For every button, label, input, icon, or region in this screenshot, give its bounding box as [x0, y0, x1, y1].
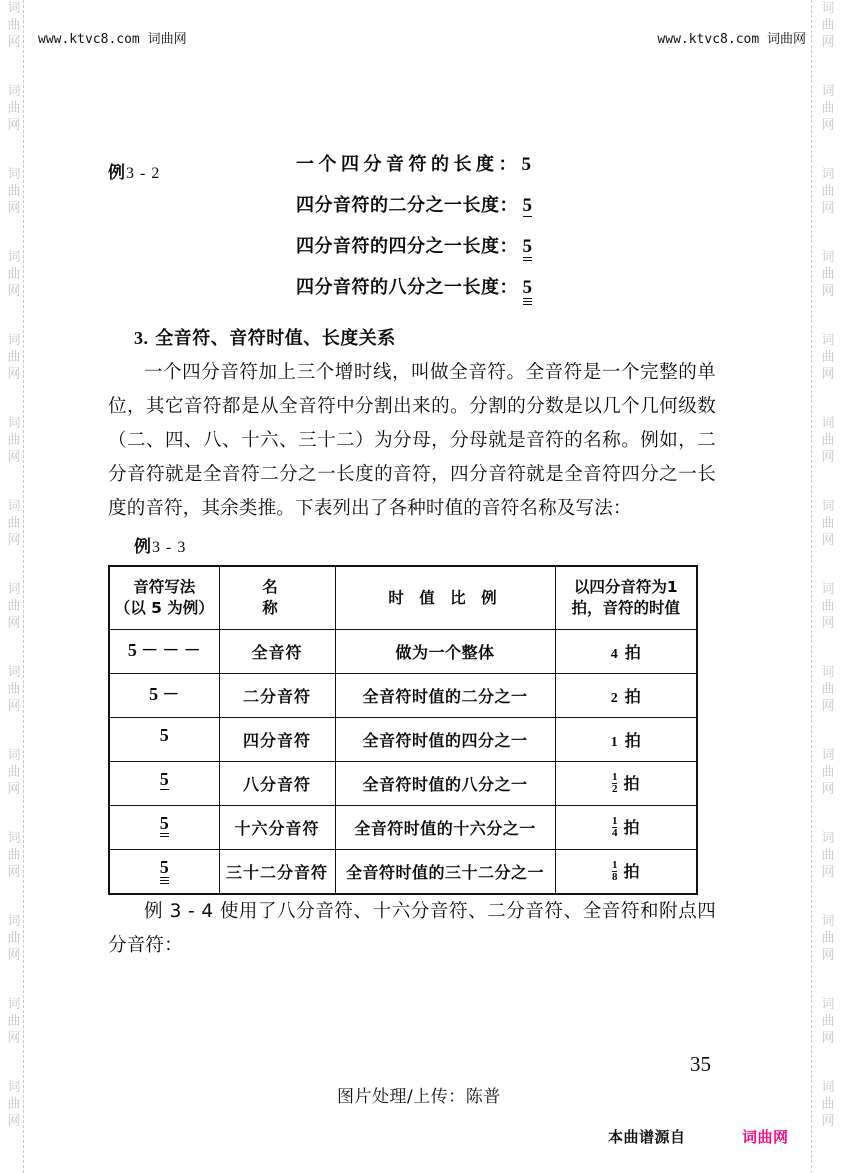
- watermark-group: [817, 996, 839, 1047]
- beat-fraction-numerator: 1: [611, 771, 618, 783]
- jianpu-note-2-beams: [160, 814, 169, 841]
- beat-unit: 拍: [623, 774, 640, 793]
- table-header-note-writing-line2: （以 5 为例）: [114, 599, 214, 617]
- watermark-group: [3, 166, 25, 217]
- jianpu-note-digit: 5: [522, 195, 532, 216]
- example-3-2-block: [108, 150, 716, 320]
- watermark-group: [3, 249, 25, 300]
- table-cell-duration-ratio: 全音符时值的三十二分之一: [335, 850, 555, 895]
- watermark-group: [817, 747, 839, 798]
- watermark-char: 词: [7, 84, 21, 99]
- table-row: [109, 674, 697, 718]
- watermark-char: 网: [7, 1114, 21, 1129]
- watermark-char: 曲: [821, 184, 835, 199]
- watermark-char: 词: [7, 250, 21, 265]
- table-header-note-writing-line1: 音符写法: [133, 578, 196, 596]
- watermark-char: 词: [7, 914, 21, 929]
- watermark-char: 词: [821, 665, 835, 680]
- example-3-3-label-prefix: 例: [134, 537, 152, 557]
- jianpu-note-digit: 5: [159, 769, 169, 789]
- beat-integer: 1: [610, 735, 618, 750]
- watermark-group: [817, 913, 839, 964]
- jianpu-note-3-beams: [160, 858, 169, 885]
- jianpu-duration-dashes: －: [158, 684, 180, 704]
- watermark-char: 曲: [7, 267, 21, 282]
- watermark-char: 网: [7, 367, 21, 382]
- jianpu-beam-3: [160, 883, 169, 884]
- watermark-char: 词: [821, 1, 835, 16]
- example-line-colon: ：: [499, 277, 518, 298]
- watermark-char: 网: [821, 450, 835, 465]
- table-header-duration-ratio: [335, 566, 555, 630]
- example-3-2-line: [296, 232, 532, 273]
- watermark-char: 词: [7, 997, 21, 1012]
- table-row: [109, 806, 697, 850]
- section-paragraph: 一个四分音符加上三个增时线，叫做全音符。全音符是一个完整的单位，其它音符都是从全音符中分割出来的。分割的分数是以几个几何级数（二、四、八、十六、三十二）为分母，分母就是音符的名称。例如，二分音符就是全音符二分之一长度的音符，四分音符就是全音符四分之一长度的音符，其余类推。下表列出了各种时值的音符名称及写法：: [108, 362, 716, 519]
- page-number: 35: [690, 1052, 711, 1076]
- left-margin-watermark: [3, 0, 25, 1173]
- watermark-group: [817, 332, 839, 383]
- watermark-char: 曲: [821, 101, 835, 116]
- watermark-char: 曲: [821, 1014, 835, 1029]
- table-cell-note-name: 三十二分音符: [219, 850, 335, 895]
- table-row: [109, 850, 697, 895]
- watermark-char: 词: [7, 582, 21, 597]
- table-row: [109, 718, 697, 762]
- table-cell-note-writing: [109, 762, 219, 806]
- watermark-char: 词: [7, 167, 21, 182]
- jianpu-beam-2: [160, 880, 169, 881]
- watermark-group: [3, 332, 25, 383]
- jianpu-beam-2: [523, 301, 533, 302]
- watermark-char: 词: [7, 831, 21, 846]
- table-cell-note-name: 十六分音符: [219, 806, 335, 850]
- example-3-2-line: [296, 273, 532, 314]
- watermark-char: 词: [7, 333, 21, 348]
- table-header-beat-value: [555, 566, 697, 630]
- jianpu-beam-3: [523, 304, 533, 305]
- example-3-2-label-prefix: 例: [108, 163, 126, 183]
- watermark-char: 词: [821, 416, 835, 431]
- closing-paragraph: 例 3 - 4 使用了八分音符、十六分音符、二分音符、全音符和附点四分音符：: [108, 901, 716, 956]
- watermark-char: 网: [821, 948, 835, 963]
- watermark-char: 曲: [821, 433, 835, 448]
- beat-fraction: [612, 772, 618, 795]
- example-line-colon: ：: [499, 195, 518, 216]
- jianpu-note-2-beams: [523, 237, 533, 265]
- jianpu-beam-1: [523, 216, 533, 217]
- example-3-2-lines: [296, 150, 532, 314]
- watermark-char: 曲: [821, 682, 835, 697]
- watermark-char: 网: [7, 1031, 21, 1046]
- example-3-2-label: [108, 158, 160, 183]
- watermark-group: [817, 249, 839, 300]
- beat-unit: 拍: [624, 731, 641, 750]
- table-cell-duration-ratio: 全音符时值的二分之一: [335, 674, 555, 718]
- watermark-char: 曲: [7, 1097, 21, 1112]
- watermark-char: 网: [7, 533, 21, 548]
- example-3-2-label-number: 3 - 2: [126, 165, 161, 182]
- watermark-char: 曲: [821, 931, 835, 946]
- watermark-char: 词: [821, 333, 835, 348]
- table-cell-beat-value: [555, 762, 697, 806]
- example-line-text: 四分音符的八分之一长度: [296, 277, 500, 298]
- watermark-char: 网: [7, 450, 21, 465]
- watermark-char: 词: [821, 914, 835, 929]
- jianpu-note-digit: 5: [159, 813, 169, 833]
- watermark-group: [817, 0, 839, 51]
- watermark-group: [3, 0, 25, 51]
- beat-integer: 4: [610, 647, 618, 662]
- watermark-char: 词: [7, 499, 21, 514]
- watermark-group: [3, 581, 25, 632]
- watermark-char: 曲: [7, 1014, 21, 1029]
- table-header-note-writing: [109, 566, 219, 630]
- watermark-char: 网: [7, 616, 21, 631]
- watermark-char: 曲: [7, 848, 21, 863]
- footer-brand-link[interactable]: 词曲网: [742, 1128, 789, 1146]
- watermark-char: 曲: [821, 765, 835, 780]
- watermark-char: 词: [7, 1, 21, 16]
- jianpu-note-0-beams: [160, 726, 169, 753]
- watermark-char: 曲: [7, 433, 21, 448]
- watermark-char: 词: [7, 748, 21, 763]
- watermark-char: 词: [7, 416, 21, 431]
- watermark-char: 曲: [821, 516, 835, 531]
- table-cell-beat-value: [555, 630, 697, 674]
- section-heading: [134, 324, 716, 350]
- watermark-group: [3, 747, 25, 798]
- beat-fraction: [612, 816, 618, 839]
- beat-fraction-numerator: 1: [611, 815, 618, 827]
- beat-unit: 拍: [623, 818, 640, 837]
- example-3-2-line: [296, 150, 532, 191]
- watermark-char: 词: [821, 167, 835, 182]
- watermark-char: 曲: [821, 350, 835, 365]
- watermark-char: 词: [821, 250, 835, 265]
- watermark-char: 词: [821, 997, 835, 1012]
- table-header-duration-ratio-text: 时 值 比 例: [388, 588, 502, 607]
- jianpu-note-digit: 5: [149, 683, 159, 704]
- table-cell-note-writing: [109, 630, 219, 674]
- watermark-char: 网: [821, 1114, 835, 1129]
- watermark-char: 网: [821, 201, 835, 216]
- table-header-beat-value-line2: 拍，音符的时值: [571, 599, 680, 617]
- jianpu-note-digit: 5: [522, 236, 532, 257]
- table-row: [109, 762, 697, 806]
- watermark-group: [817, 498, 839, 549]
- watermark-char: 曲: [7, 101, 21, 116]
- watermark-group: [3, 1079, 25, 1130]
- table-cell-beat-value: [555, 674, 697, 718]
- example-3-3-label-number: 3 - 3: [152, 539, 187, 556]
- watermark-char: 曲: [821, 848, 835, 863]
- watermark-char: 网: [821, 865, 835, 880]
- beat-unit: 拍: [623, 862, 640, 881]
- example-3-2-line: [296, 191, 532, 232]
- watermark-char: 曲: [821, 1097, 835, 1112]
- watermark-char: 词: [821, 831, 835, 846]
- right-margin-dashed-rule: [811, 0, 812, 1173]
- watermark-char: 网: [7, 782, 21, 797]
- example-line-text: 一个四分音符的长度: [296, 154, 499, 175]
- example-line-text: 四分音符的四分之一长度: [296, 236, 500, 257]
- watermark-char: 网: [7, 201, 21, 216]
- watermark-char: 曲: [821, 267, 835, 282]
- table-cell-note-writing: [109, 674, 219, 718]
- table-cell-duration-ratio: 全音符时值的八分之一: [335, 762, 555, 806]
- watermark-char: 曲: [7, 765, 21, 780]
- jianpu-beam-2: [523, 260, 533, 261]
- watermark-char: 曲: [7, 599, 21, 614]
- example-line-colon: ：: [499, 236, 518, 257]
- watermark-char: 网: [7, 699, 21, 714]
- watermark-char: 网: [7, 865, 21, 880]
- table-cell-beat-value: [555, 850, 697, 895]
- footer-credit: 图片处理/上传：陈普: [337, 1087, 501, 1107]
- watermark-char: 曲: [7, 931, 21, 946]
- watermark-char: 词: [821, 748, 835, 763]
- watermark-char: 曲: [7, 516, 21, 531]
- example-line-text: 四分音符的二分之一长度: [296, 195, 500, 216]
- beat-fraction-denominator: 2: [611, 783, 618, 795]
- table-cell-note-name: 四分音符: [219, 718, 335, 762]
- jianpu-beam-1: [160, 877, 169, 878]
- watermark-group: [3, 996, 25, 1047]
- watermark-char: 网: [821, 284, 835, 299]
- watermark-char: 词: [7, 665, 21, 680]
- jianpu-beam-1: [160, 789, 169, 790]
- beat-fraction-numerator: 1: [611, 859, 618, 871]
- jianpu-beam-1: [523, 298, 533, 299]
- example-line-colon: ：: [498, 154, 517, 175]
- jianpu-beam-1: [160, 833, 169, 834]
- watermark-char: 词: [821, 84, 835, 99]
- watermark-char: 网: [7, 284, 21, 299]
- watermark-char: 曲: [7, 350, 21, 365]
- watermark-char: 词: [7, 1080, 21, 1095]
- table-cell-note-writing: [109, 718, 219, 762]
- watermark-group: [3, 664, 25, 715]
- jianpu-beam-2: [160, 836, 169, 837]
- note-value-table: [108, 565, 698, 895]
- beat-unit: 拍: [624, 687, 641, 706]
- content-column: [108, 150, 716, 963]
- beat-fraction: [612, 860, 618, 883]
- jianpu-note-digit: 5: [159, 725, 169, 745]
- footer-source-label: 本曲谱源自: [608, 1128, 686, 1146]
- watermark-char: 词: [821, 499, 835, 514]
- table-cell-note-name: 二分音符: [219, 674, 335, 718]
- watermark-char: 词: [821, 1080, 835, 1095]
- table-cell-beat-value: [555, 718, 697, 762]
- jianpu-note-digit: 5: [127, 639, 137, 660]
- watermark-char: 网: [7, 35, 21, 50]
- table-cell-duration-ratio: 全音符时值的十六分之一: [335, 806, 555, 850]
- watermark-char: 曲: [821, 599, 835, 614]
- watermark-group: [817, 415, 839, 466]
- table-header-name-text: 名 称: [262, 578, 351, 617]
- watermark-group: [3, 415, 25, 466]
- table-cell-duration-ratio: 全音符时值的四分之一: [335, 718, 555, 762]
- jianpu-note-digit: 5: [522, 277, 532, 298]
- header-watermark-left: www.ktvc8.com 词曲网: [38, 32, 187, 47]
- watermark-group: [3, 913, 25, 964]
- watermark-group: [817, 166, 839, 217]
- jianpu-note-0-beams: [149, 685, 158, 712]
- example-3-3-label: [134, 532, 716, 557]
- watermark-group: [3, 498, 25, 549]
- watermark-char: 网: [821, 533, 835, 548]
- table-cell-duration-ratio: 做为一个整体: [335, 630, 555, 674]
- jianpu-note-digit: 5: [521, 154, 531, 175]
- section-heading-number: 3.: [134, 328, 149, 348]
- jianpu-duration-dashes: － － －: [136, 640, 201, 660]
- watermark-group: [817, 581, 839, 632]
- table-header-name: [219, 566, 351, 630]
- table-cell-note-writing: [109, 806, 219, 850]
- watermark-char: 词: [821, 582, 835, 597]
- watermark-char: 网: [7, 118, 21, 133]
- table-cell-beat-value: [555, 806, 697, 850]
- table-body: [109, 630, 697, 895]
- jianpu-note-1-beams: [523, 196, 533, 224]
- beat-unit: 拍: [624, 643, 641, 662]
- watermark-char: 网: [821, 367, 835, 382]
- table-header-beat-value-line1: 以四分音符为1: [573, 578, 678, 596]
- right-margin-watermark: [817, 0, 839, 1173]
- table-row: [109, 630, 697, 674]
- watermark-group: [817, 664, 839, 715]
- beat-fraction-denominator: 8: [611, 871, 618, 883]
- page-header: [38, 28, 814, 48]
- watermark-char: 曲: [7, 18, 21, 33]
- jianpu-note-digit: 5: [159, 857, 169, 877]
- watermark-char: 网: [821, 118, 835, 133]
- watermark-group: [3, 83, 25, 134]
- section-heading-text: 全音符、音符时值、长度关系: [155, 328, 396, 349]
- watermark-char: 网: [821, 35, 835, 50]
- watermark-char: 网: [821, 1031, 835, 1046]
- watermark-char: 网: [821, 782, 835, 797]
- watermark-group: [817, 830, 839, 881]
- jianpu-beam-1: [523, 257, 533, 258]
- watermark-char: 曲: [7, 682, 21, 697]
- table-cell-note-writing: [109, 850, 219, 895]
- beat-integer: 2: [610, 691, 618, 706]
- watermark-char: 网: [821, 616, 835, 631]
- watermark-char: 网: [821, 699, 835, 714]
- watermark-group: [817, 1079, 839, 1130]
- watermark-char: 曲: [821, 18, 835, 33]
- table-cell-note-name: 八分音符: [219, 762, 335, 806]
- watermark-group: [3, 830, 25, 881]
- header-watermark-right: www.ktvc8.com 词曲网: [657, 32, 806, 47]
- jianpu-note-0-beams: [522, 155, 532, 183]
- table-cell-note-name: 全音符: [219, 630, 335, 674]
- watermark-group: [817, 83, 839, 134]
- watermark-char: 网: [7, 948, 21, 963]
- beat-fraction-denominator: 4: [611, 827, 618, 839]
- table-header-row: [109, 566, 697, 630]
- jianpu-note-0-beams: [128, 641, 137, 668]
- jianpu-note-3-beams: [523, 278, 533, 306]
- watermark-char: 曲: [7, 184, 21, 199]
- jianpu-note-1-beams: [160, 770, 169, 797]
